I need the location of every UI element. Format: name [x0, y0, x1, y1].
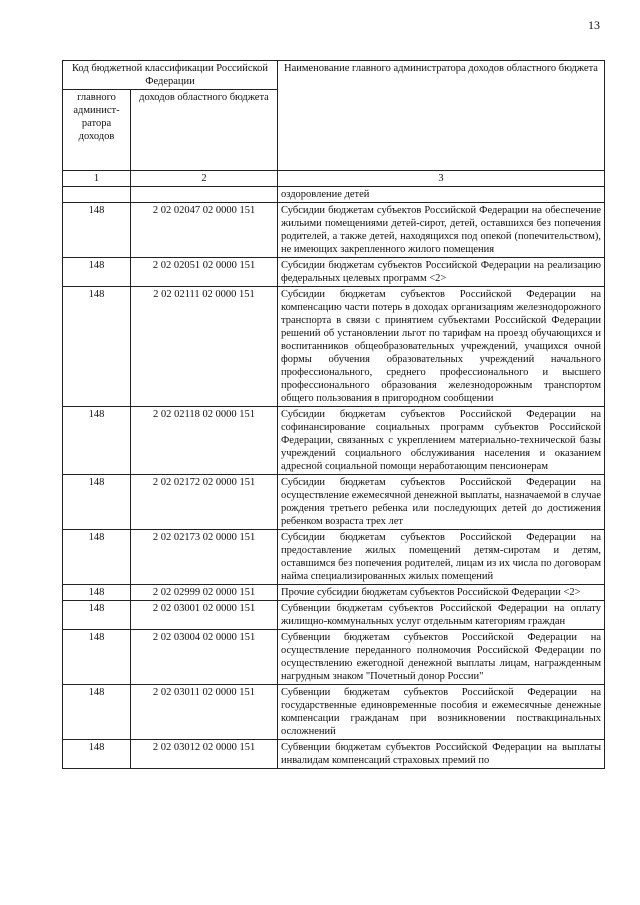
page-number: 13 [588, 18, 600, 32]
header-admin: главного админист-ратора доходов [63, 90, 131, 171]
revenue-name: Субвенции бюджетам субъектов Российской Федерации на оплату жилищно-коммунальных услуг отдельным категориям граждан [278, 601, 605, 630]
column-number-2: 2 [131, 171, 278, 187]
revenue-name: Субсидии бюджетам субъектов Российской Федерации на компенсацию части потерь в доходах организациям железнодорожного транспорта в связи с принятием субъектами Российской Федерации решений об установлении льгот по тарифам на проезд обучающихся и воспитанников общеобразовательных учреждений, учащихся очной формы обучения образовательных учреждений начального профессионального, среднего профессионального и высшего профессионального образования железнодорожным транспортом общего пользования в пригородном сообщении [278, 287, 605, 407]
admin-code: 148 [63, 203, 131, 258]
revenue-name: Субсидии бюджетам субъектов Российской Федерации на реализацию федеральных целевых программ <2> [278, 258, 605, 287]
revenue-code: 2 02 02051 02 0000 151 [131, 258, 278, 287]
table-row [63, 287, 605, 407]
revenue-code: 2 02 02118 02 0000 151 [131, 407, 278, 475]
table-row [63, 585, 605, 601]
table-row [63, 258, 605, 287]
revenue-name: Субвенции бюджетам субъектов Российской Федерации на государственные единовременные пособия и ежемесячные денежные компенсации гражданам при возникновении поствакцинальных осложнений [278, 685, 605, 740]
revenue-name: Субвенции бюджетам субъектов Российской Федерации на выплаты инвалидам компенсаций страховых премий по [278, 740, 605, 769]
admin-code: 148 [63, 630, 131, 685]
header-group-code: Код бюджетной классификации Российской Федерации [63, 61, 278, 90]
revenue-code: 2 02 02111 02 0000 151 [131, 287, 278, 407]
revenue-name: оздоровление детей [278, 187, 605, 203]
admin-code: 148 [63, 685, 131, 740]
revenue-code: 2 02 02999 02 0000 151 [131, 585, 278, 601]
column-number-1: 1 [63, 171, 131, 187]
column-number-3: 3 [278, 171, 605, 187]
revenue-name: Прочие субсидии бюджетам субъектов Российской Федерации <2> [278, 585, 605, 601]
table-row [63, 530, 605, 585]
admin-code: 148 [63, 475, 131, 530]
revenue-code: 2 02 03011 02 0000 151 [131, 685, 278, 740]
admin-code: 148 [63, 601, 131, 630]
revenue-code [131, 187, 278, 203]
revenue-code: 2 02 02172 02 0000 151 [131, 475, 278, 530]
revenue-name: Субсидии бюджетам субъектов Российской Федерации на осуществление ежемесячной денежной выплаты, назначаемой в случае рождения третьего ребенка или последующих детей до достижения ребенком возраста трех лет [278, 475, 605, 530]
table-row [63, 187, 605, 203]
revenue-name: Субвенции бюджетам субъектов Российской Федерации на осуществление переданного полномочия Российской Федерации по осуществлению ежегодной денежной выплаты лицам, награжденным нагрудным знаком "Почетный донор России" [278, 630, 605, 685]
table-row [63, 685, 605, 740]
admin-code: 148 [63, 407, 131, 475]
revenue-name: Субсидии бюджетам субъектов Российской Федерации на предоставление жилых помещений детям-сиротам и детям, оставшимся без попечения родителей, лицам из их числа по договорам найма специализированных жилых помещений [278, 530, 605, 585]
admin-code: 148 [63, 740, 131, 769]
admin-code: 148 [63, 530, 131, 585]
revenue-name: Субсидии бюджетам субъектов Российской Федерации на обеспечение жильими помещениями детей-сирот, детей, оставшихся без попечения родителей, а также детей, находящихся под опекой (попечительством), не имеющих закрепленного жилого помещения [278, 203, 605, 258]
budget-classification-table [62, 60, 605, 769]
table-row [63, 601, 605, 630]
revenue-code: 2 02 02173 02 0000 151 [131, 530, 278, 585]
table-row [63, 407, 605, 475]
table-row [63, 740, 605, 769]
table-row [63, 203, 605, 258]
revenue-code: 2 02 03001 02 0000 151 [131, 601, 278, 630]
table-row [63, 475, 605, 530]
admin-code: 148 [63, 258, 131, 287]
revenue-code: 2 02 02047 02 0000 151 [131, 203, 278, 258]
revenue-code: 2 02 03004 02 0000 151 [131, 630, 278, 685]
admin-code: 148 [63, 287, 131, 407]
revenue-name: Субсидии бюджетам субъектов Российской Федерации на софинансирование социальных программ субъектов Российской Федерации, связанных с укреплением материально-технической базы учреждений социального обслуживания населения и оказанием адресной социальной помощи неработающим пенсионерам [278, 407, 605, 475]
admin-code [63, 187, 131, 203]
header-name: Наименование главного администратора доходов областного бюджета [278, 61, 605, 171]
revenue-code: 2 02 03012 02 0000 151 [131, 740, 278, 769]
header-revenue: доходов областного бюджета [131, 90, 278, 171]
admin-code: 148 [63, 585, 131, 601]
table-row [63, 630, 605, 685]
